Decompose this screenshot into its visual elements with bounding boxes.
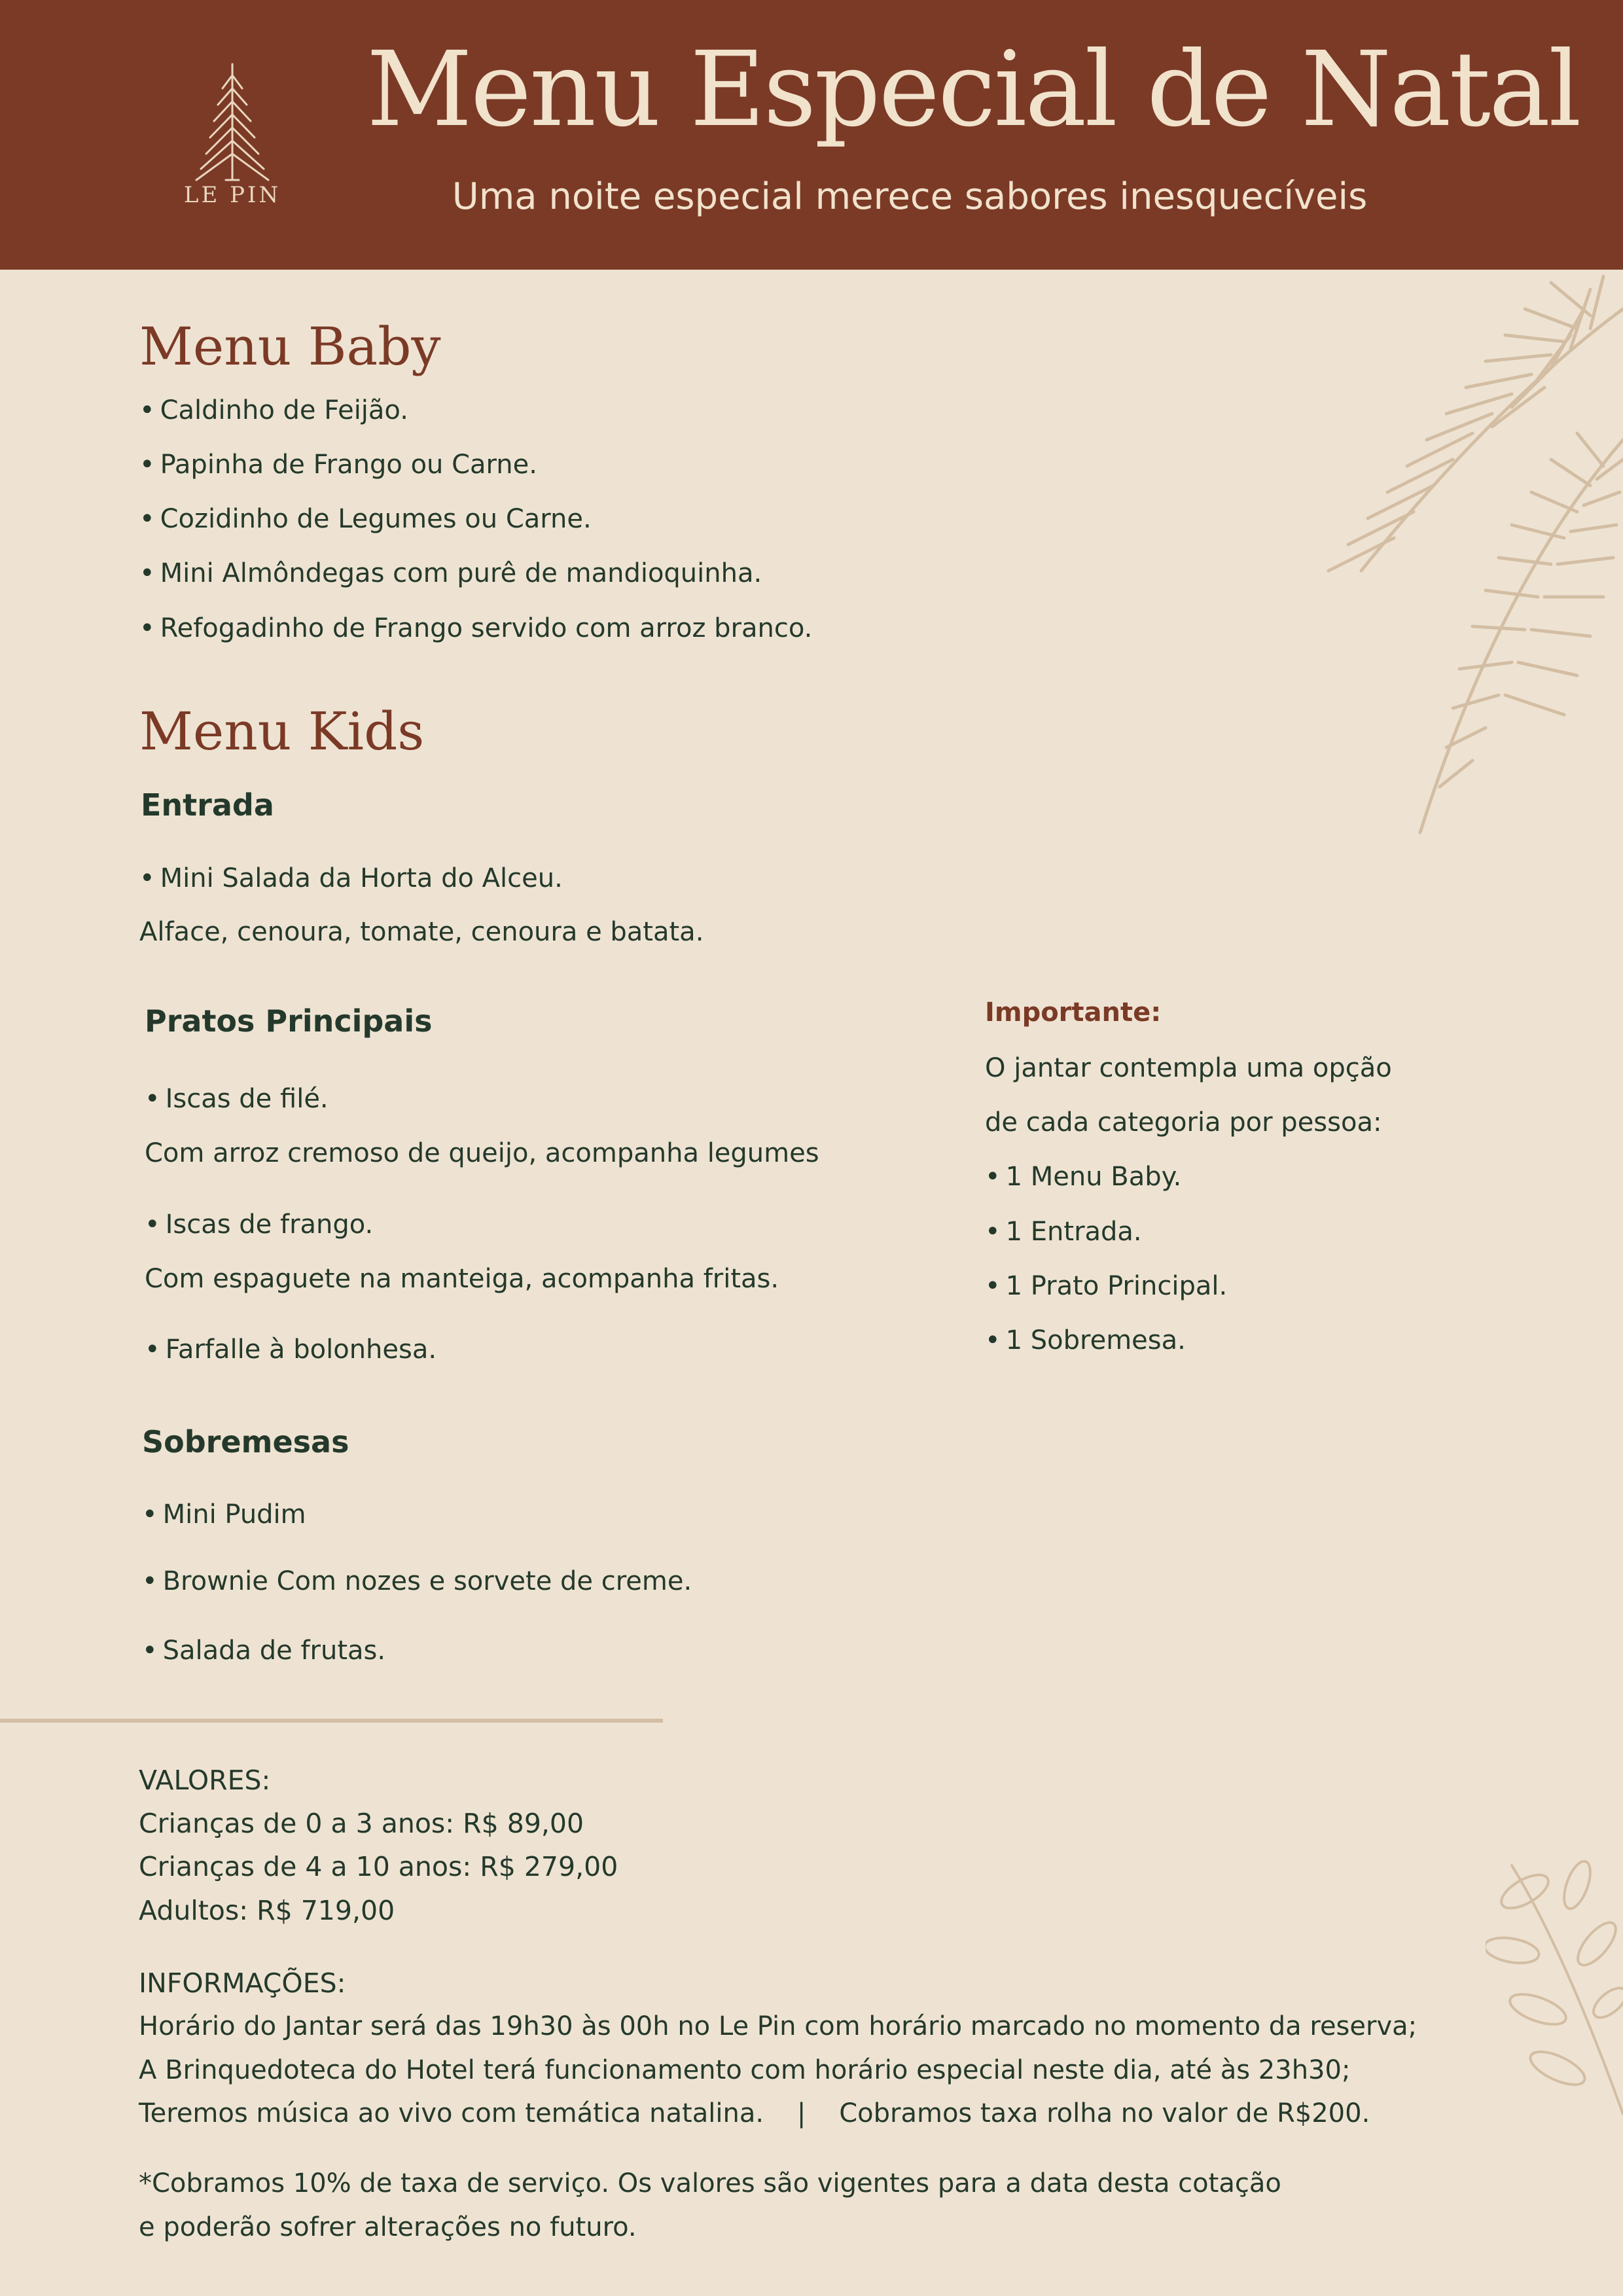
prato-item: • Iscas de frango. (145, 1209, 373, 1240)
important-item: • 1 Menu Baby. (985, 1161, 1181, 1193)
page-title: Menu Especial de Natal (366, 29, 1580, 150)
entrada-item: • Mini Salada da Horta do Alceu. (139, 863, 563, 894)
baby-item: • Caldinho de Feijão. (139, 395, 408, 426)
baby-item: • Cozidinho de Legumes ou Carne. (139, 503, 592, 535)
footnote-line: *Cobramos 10% de taxa de serviço. Os valores são vigentes para a data desta cotação (139, 2168, 1281, 2198)
info-line: A Brinquedoteca do Hotel terá funcionamento com horário especial neste dia, até às 23h30; (139, 2055, 1351, 2085)
info-line: Horário do Jantar será das 19h30 às 00h no Le Pin com horário marcado no momento da reserva; (139, 2011, 1418, 2041)
sobremesa-item: • Salada de frutas. (142, 1635, 385, 1666)
important-item: • 1 Sobremesa. (985, 1325, 1186, 1356)
sobremesa-item: • Mini Pudim (142, 1499, 306, 1530)
entrada-heading: Entrada (141, 787, 274, 823)
important-text: de cada categoria por pessoa: (985, 1107, 1382, 1138)
section-divider (0, 1719, 663, 1723)
sobremesas-heading: Sobremesas (142, 1424, 349, 1460)
price-line: Adultos: R$ 719,00 (139, 1895, 395, 1926)
price-line: Crianças de 4 a 10 anos: R$ 279,00 (139, 1851, 618, 1882)
footnote-line: e poderão sofrer alterações no futuro. (139, 2212, 637, 2242)
valores-heading: VALORES: (139, 1765, 271, 1796)
page-subtitle: Uma noite especial merece sabores inesquecíveis (452, 175, 1368, 218)
important-text: O jantar contempla uma opção (985, 1053, 1392, 1083)
menu-kids-heading: Menu Kids (139, 701, 425, 762)
important-item: • 1 Entrada. (985, 1216, 1142, 1247)
important-heading: Importante: (985, 997, 1162, 1028)
baby-item: • Papinha de Frango ou Carne. (139, 449, 537, 480)
pratos-heading: Pratos Principais (145, 1003, 433, 1039)
baby-item: • Refogadinho de Frango servido com arroz branco. (139, 613, 812, 644)
baby-item: • Mini Almôndegas com purê de mandioquinha. (139, 558, 762, 589)
leaf-branch-icon (1486, 1852, 1623, 2127)
info-line: Teremos música ao vivo com temática natalina. | Cobramos taxa rolha no valor de R$200. (139, 2098, 1370, 2128)
entrada-description: Alface, cenoura, tomate, cenoura e batata. (139, 917, 704, 947)
prato-item: • Farfalle à bolonhesa. (145, 1334, 437, 1365)
info-heading: INFORMAÇÕES: (139, 1967, 346, 1999)
header-banner (0, 0, 1623, 270)
prato-description: Com arroz cremoso de queijo, acompanha legumes (145, 1138, 819, 1168)
prato-item: • Iscas de filé. (145, 1083, 329, 1115)
sobremesa-item: • Brownie Com nozes e sorvete de creme. (142, 1566, 692, 1597)
pine-branch-icon (1132, 270, 1623, 846)
menu-baby-heading: Menu Baby (139, 316, 441, 377)
important-item: • 1 Prato Principal. (985, 1270, 1227, 1302)
brand-logo-text: LE PIN (183, 182, 281, 208)
prato-description: Com espaguete na manteiga, acompanha fritas. (145, 1264, 779, 1294)
price-line: Crianças de 0 a 3 anos: R$ 89,00 (139, 1808, 584, 1839)
